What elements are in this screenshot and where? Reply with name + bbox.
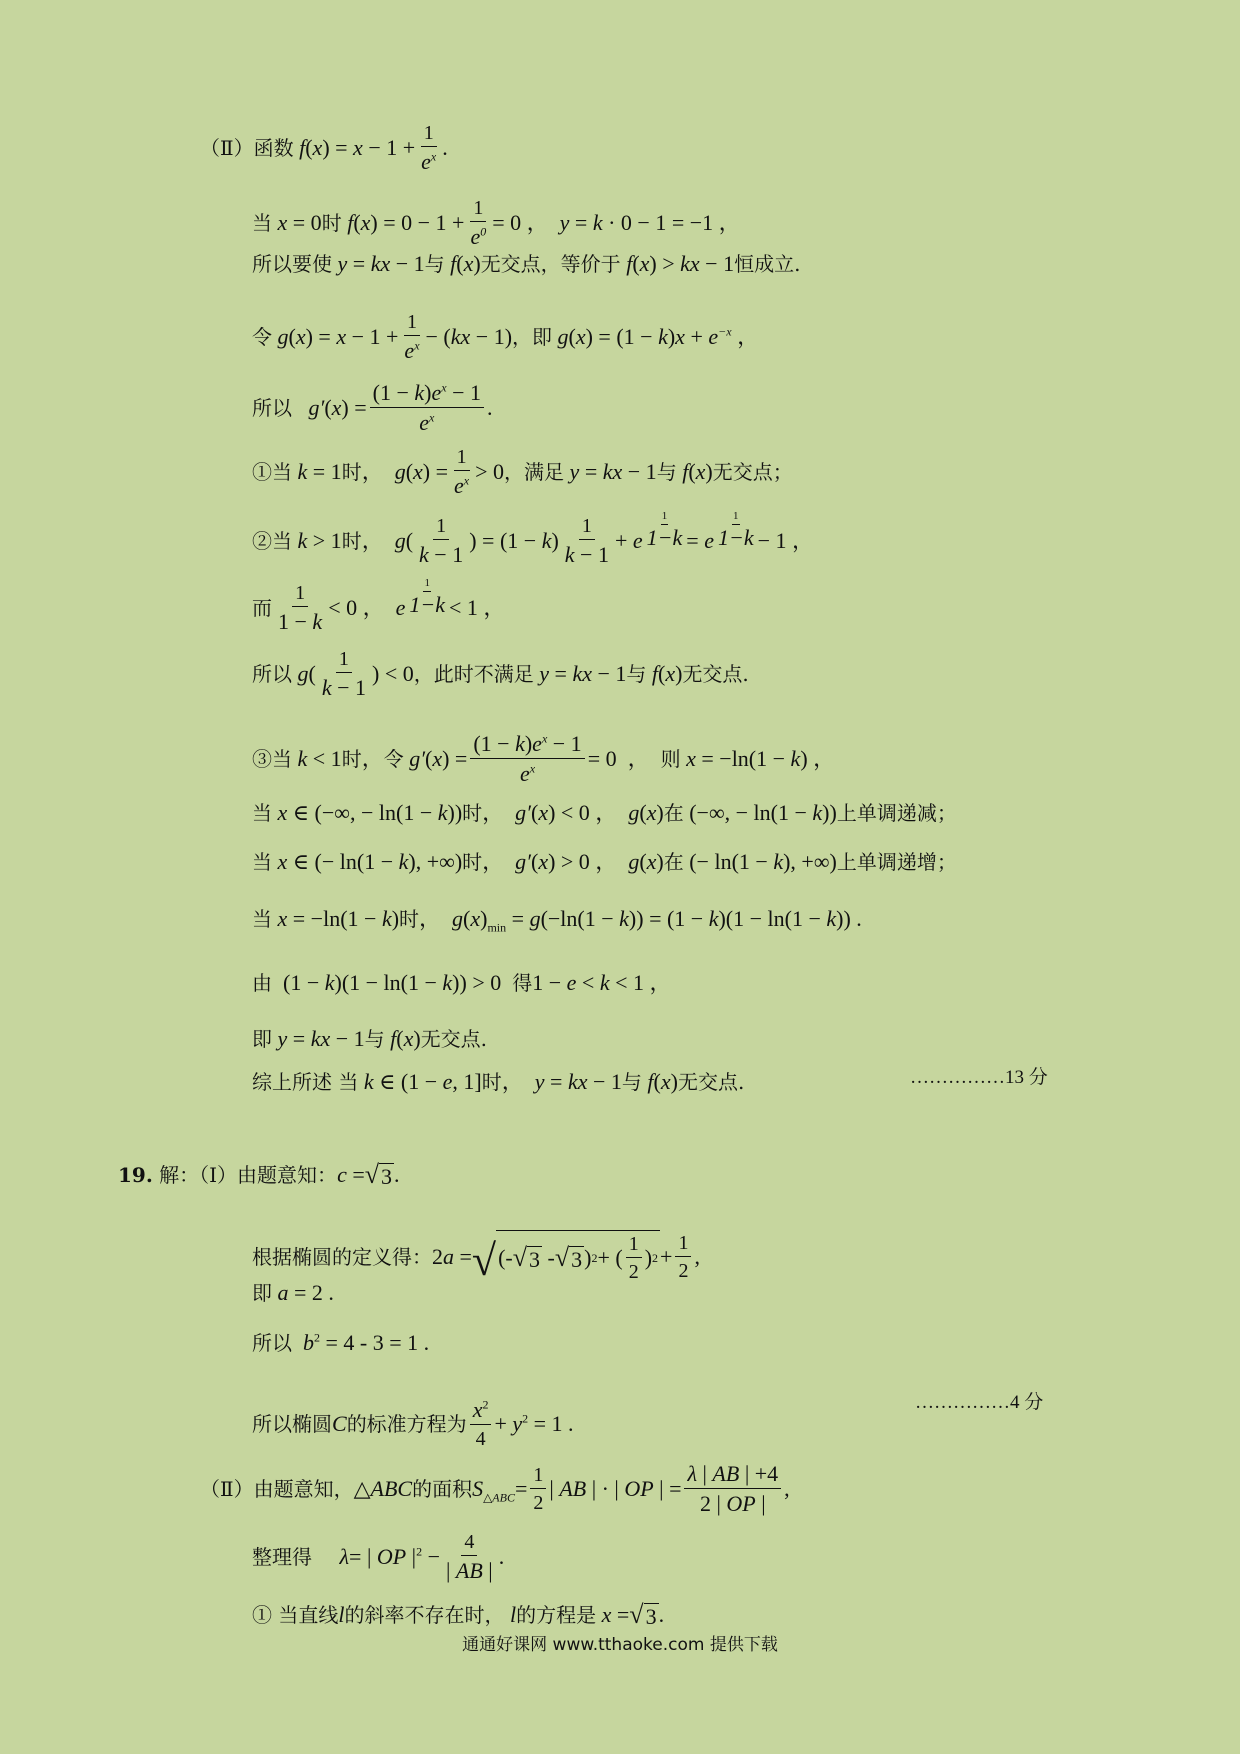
label: 当 — [252, 211, 272, 236]
footer-text: 通通好课网 www.tthaoke.com 提供下载 — [462, 1635, 778, 1655]
line-case2-result: 所以 g( $\frac{1}{k - 1}$ ) < 0 ，此时不满足 y = kx − 1 与 f(x) 无交点. — [252, 648, 749, 700]
line-a-value: 即 a = 2 . — [252, 1280, 334, 1305]
label: 与 — [621, 1070, 642, 1094]
label: 无交点； — [712, 460, 793, 485]
label: 整理得 — [252, 1545, 312, 1570]
label: 无交点. — [420, 1027, 488, 1051]
label: 的斜率不存在时， — [344, 1603, 505, 1627]
label: 与 — [424, 252, 445, 276]
label: 时 — [341, 529, 362, 554]
line-q19-part2: （Ⅱ）由题意知， △ABC 的面积 $S_{\triangle ABC}=$ $\frac{1}{2}$ | AB | · | OP | = $\frac{\lambda | AB | +4}{2 | OP |}$ , — [200, 1461, 790, 1517]
label: 所以要使 — [252, 252, 332, 276]
label: 的面积 — [412, 1477, 473, 1502]
label: 根据椭圆的定义得： — [252, 1244, 432, 1269]
label: 所以 — [252, 662, 292, 687]
label: ①当 — [252, 460, 292, 485]
label: 与 — [626, 662, 647, 687]
score-13: ……………13 分 — [910, 1067, 1048, 1088]
line-define-g: 令 g(x) = x − 1 + $\frac{1}{e^x}$ − (kx − 1) ，即 $g(x) = (1 - k)x + e^{-x}$ ， — [252, 311, 760, 363]
line-slope-none: ① 当直线 l 的斜率不存在时， l 的方程是 x = √ 3 . — [252, 1600, 665, 1629]
label: （Ⅱ）函数 — [200, 136, 294, 161]
score-4: ……………4 分 — [915, 1392, 1044, 1413]
line-minimum: 当 x = −ln(1 − k) 时 ， $g(x)_{min} = g(-\ln(1 - k)) = (1 - k)(1 - \ln(1 - k))$ . — [252, 906, 862, 935]
label: ，满足 — [504, 460, 565, 485]
label: 当 — [252, 801, 272, 825]
label: 所以椭圆 — [252, 1412, 332, 1437]
label: 在 — [663, 801, 684, 825]
label: 解：（Ⅰ）由题意知： — [159, 1163, 338, 1187]
line-summary: 综上所述 当 k ∈ (1 − e, 1] 时 ， y = kx − 1 与 f(x) 无交点. — [252, 1069, 745, 1094]
label: 恒成立. — [734, 252, 801, 276]
label: ① 当直线 — [252, 1603, 339, 1627]
label: 而 — [252, 596, 272, 621]
label: 所以 — [252, 396, 292, 421]
label: 由 — [252, 971, 272, 995]
label: 无交点. — [677, 1070, 745, 1094]
label: 时 — [341, 460, 362, 485]
label: 的方程是 — [516, 1603, 597, 1627]
label: 当 — [252, 907, 272, 931]
line-ie: 即 y = kx − 1 与 f(x) 无交点. — [252, 1026, 488, 1051]
label: 上单调递减； — [836, 801, 957, 825]
question-number: 19. — [118, 1163, 153, 1187]
line-std-equation: 所以椭圆 C 的标准方程为 $\frac{x^2}{4}$ + $y^2 = 1$ . — [252, 1397, 574, 1451]
label: 综上所述 当 — [252, 1070, 359, 1094]
label: 时 — [481, 1070, 502, 1094]
label: 当 — [252, 850, 272, 874]
label: 所以 — [252, 1331, 292, 1355]
label: 即 — [252, 1027, 272, 1051]
line-case2-cond: 而 $\frac{1}{1 - k}$ < 0 ， e $\frac{1}{1-k}$ < 1 ， — [252, 577, 506, 634]
label: 无交点. — [682, 662, 749, 687]
line-from-inequality: 由 (1 − k)(1 − ln(1 − k)) > 0 得 1 − e < k < 1 ， — [252, 970, 672, 995]
label: 时 — [462, 850, 483, 874]
label: 上单调递增； — [836, 850, 957, 874]
label: 时 — [341, 747, 362, 772]
line-case1: ①当 k = 1 时 ， g(x) = $\frac{1}{e^x}$ > 0 ，满足 y = kx − 1 与 f(x) 无交点； — [252, 446, 793, 498]
line-part2-function: （Ⅱ）函数 f(x) = x − 1 + $\frac{1}{e^x}$ . — [200, 122, 448, 174]
label: 令 — [383, 747, 404, 772]
label: 时 — [399, 907, 420, 931]
label: 与 — [364, 1027, 385, 1051]
line-f0: 当 x = 0 时 f(x) = 0 − 1 + $\frac{1}{e^0}$ = 0 ， y = k · 0 − 1 = −1 ， — [252, 197, 741, 249]
label: 令 — [252, 325, 272, 350]
line-lambda: 整理得 λ= | OP $|^2$ − $\frac{4}{| AB |}$ . — [252, 1531, 505, 1583]
label: 时 — [321, 211, 342, 236]
line-decreasing: 当 x ∈ (−∞, − ln(1 − k)) 时 ， g′(x) < 0 ， g(x) 在 (−∞, − ln(1 − k)) 上单调递减； — [252, 800, 957, 825]
line-case3: ③当 k < 1 时 ， 令 g′(x) = $\frac{(1 - k)e^x - 1}{e^x}$ = 0 ， 则 x = −ln(1 − k) ， — [252, 731, 836, 787]
label: （Ⅱ）由题意知， — [200, 1477, 354, 1502]
line-q19-part1: 19. 解：（Ⅰ）由题意知： c = √ 3 . — [118, 1160, 400, 1189]
line-equivalence: 所以要使 y = kx − 1 与 f(x) 无交点，等价于 f(x) > kx − 1 恒成立. — [252, 251, 801, 276]
label: 即 — [252, 1281, 272, 1305]
line-increasing: 当 x ∈ (− ln(1 − k), +∞) 时 ， g′(x) > 0 ， g(x) 在 (− ln(1 − k), +∞) 上单调递增； — [252, 849, 957, 874]
label: 时 — [462, 801, 483, 825]
line-b-value: 所以 $b^2 = 4 - 3 = 1$ . — [252, 1330, 430, 1355]
label: ，此时不满足 — [413, 662, 534, 687]
line-gprime: 所以 g′(x) = $\frac{(1 - k)e^x - 1}{e^x}$ . — [252, 380, 493, 436]
line-case2: ②当 k > 1 时 ， g( $\frac{1}{k - 1}$ ) = (1 − k) $\frac{1}{k - 1}$ + e $\frac{1}{1-k}$ = e $\frac{1}{1-k}$ − 1 ， — [252, 510, 815, 567]
label: 在 — [663, 850, 684, 874]
label: 无交点，等价于 — [480, 252, 621, 276]
label: 则 — [660, 747, 681, 772]
label: 得 — [512, 971, 533, 995]
label: ③当 — [252, 747, 292, 772]
label: 的标准方程为 — [346, 1412, 467, 1437]
label: 与 — [656, 460, 677, 485]
line-ellipse-def: 根据椭圆的定义得： 2a = √ (- √ 3 - √ 3 ) 2 + ( $\frac{1}{2}$ ) 2 + $\frac{1}{2}$ , — [252, 1231, 700, 1285]
label: ②当 — [252, 529, 292, 554]
label: ，即 — [512, 325, 553, 350]
